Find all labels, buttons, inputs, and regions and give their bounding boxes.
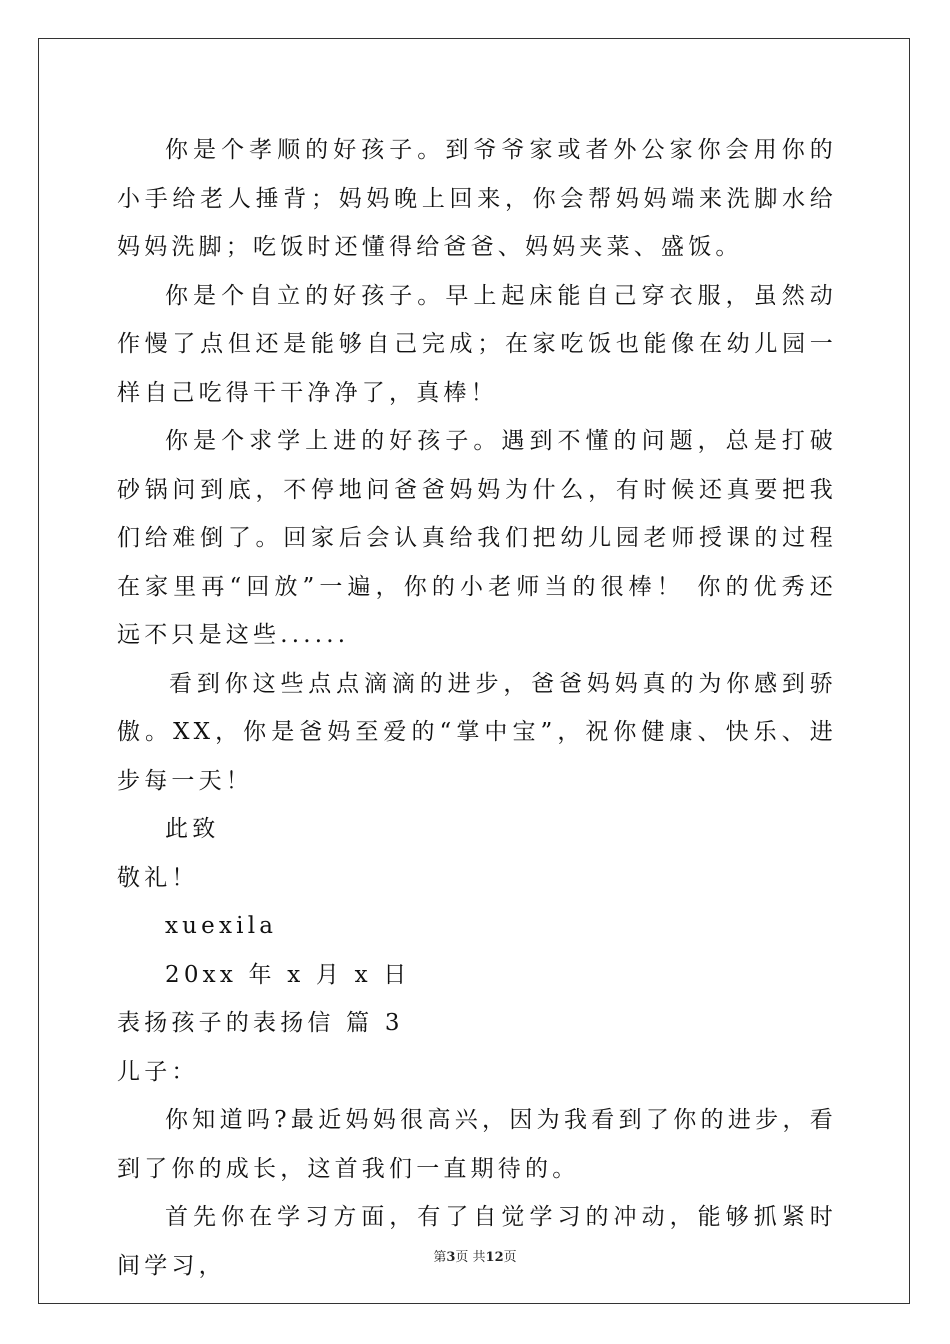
section-title: 表扬孩子的表扬信 篇 3 — [117, 1010, 404, 1036]
paragraph-study: 首先你在学习方面，有了自觉学习的冲动，能够抓紧时间学习， — [117, 1204, 837, 1279]
salute-text: 敬礼！ — [117, 864, 199, 891]
paragraph-independent: 你是个自立的好孩子。早上起床能自己穿衣服，虽然动作慢了点但还是能够自己完成；在家吃饭也能像在幼儿园一样自己吃得干干净净了，真棒！ — [117, 282, 837, 406]
paragraph-proud: 看到你这些点点滴滴的进步，爸爸妈妈真的为你感到骄傲。XX，你是爸妈至爱的“掌中宝”，祝你健康、快乐、进步每一天！ — [117, 670, 837, 794]
closing-text: 此致 — [165, 816, 220, 842]
footer-total-pages: 12 — [485, 1250, 504, 1265]
paragraph-filial: 你是个孝顺的好孩子。到爷爷家或者外公家你会用你的小手给老人捶背；妈妈晚上回来，你会帮妈妈端来洗脚水给妈妈洗脚；吃饭时还懂得给爸爸、妈妈夹菜、盛饭。 — [117, 137, 837, 260]
document-body — [117, 126, 837, 1290]
footer-page-prefix: 第 — [433, 1250, 447, 1265]
greeting-text: 儿子： — [117, 1058, 199, 1085]
footer-page-number: 3 — [446, 1250, 456, 1265]
date-text: 20xx 年 x 月 x 日 — [165, 961, 411, 988]
footer-page-suffix: 页 — [503, 1250, 517, 1265]
paragraph-studious: 你是个求学上进的好孩子。遇到不懂的问题，总是打破砂锅问到底，不停地问爸爸妈妈为什么，有时候还真要把我们给难倒了。回家后会认真给我们把幼儿园老师授课的过程在家里再“回放”一遍，你的小老师当的很棒！ 你的优秀还远不只是这些...... — [117, 428, 837, 648]
paragraph-progress: 你知道吗?最近妈妈很高兴，因为我看到了你的进步，看到了你的成长，这首我们一直期待的。 — [117, 1107, 837, 1182]
signature-text: xuexila — [165, 913, 278, 939]
footer-page-mid: 页 共 — [455, 1250, 486, 1265]
page-footer — [0, 1246, 950, 1265]
